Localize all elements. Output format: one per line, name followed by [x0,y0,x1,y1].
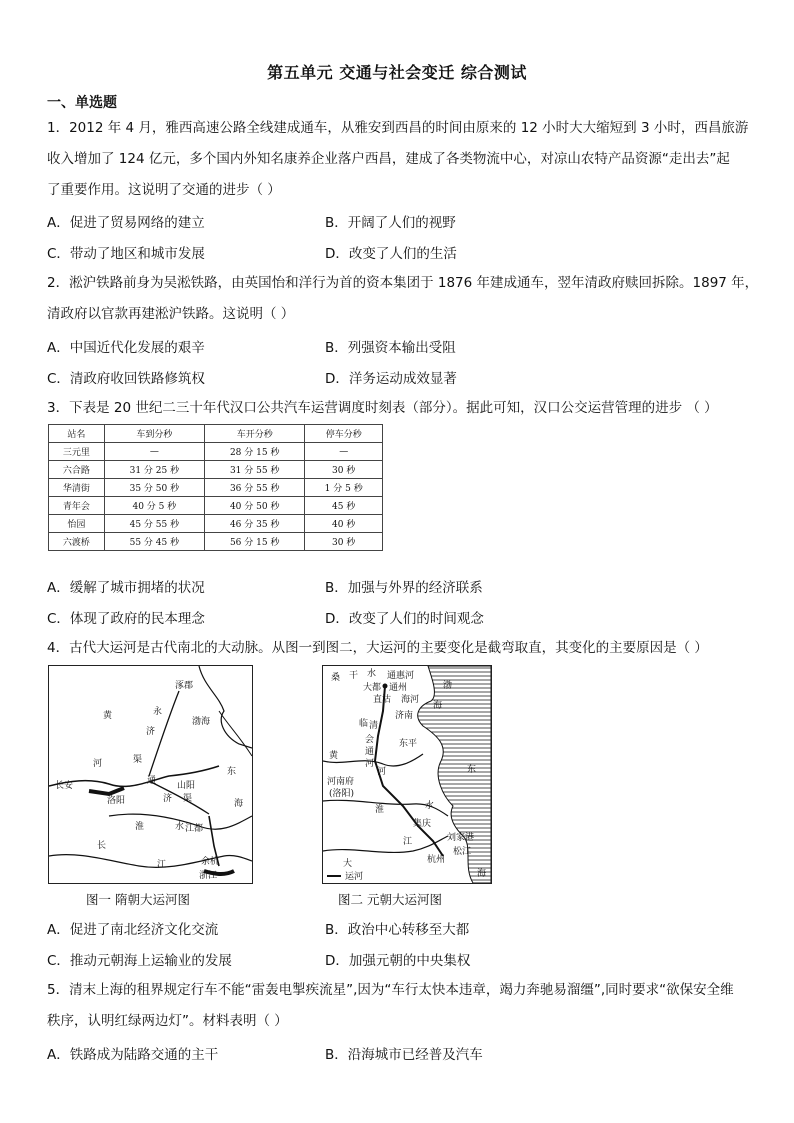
question-2-line-1: 2．淞沪铁路前身为吴淞铁路，由英国怡和洋行为首的资本集团于 1876 年建成通车，翌年清政府赎回拆除。1897 年， [47,275,759,291]
map2-label: 干 [349,671,359,681]
map1-label: 济 [146,727,156,737]
table-cell: 46 分 35 秒 [205,515,305,533]
map2-label: 通州 [389,683,408,693]
map2-label: 河 [365,759,375,769]
question-4-option-a: A．促进了南北经济文化交流 [47,922,219,938]
table-cell: — [305,443,383,461]
question-2-line-2: 清政府以官款再建淞沪铁路。这说明（ ） [47,306,295,322]
map1-label: 黄 [103,711,113,721]
question-2-option-b: B．列强资本输出受阻 [325,340,456,356]
sui-canal-map [48,665,253,884]
question-5-line-2: 秩序，认明红绿两边灯”。材料表明（ ） [47,1013,288,1029]
question-1-line-1: 1．2012 年 4 月，雅西高速公路全线建成通车，从雅安到西昌的时间由原来的 12 小时大大缩短到 3 小时，西昌旅游 [47,120,749,136]
map1-label: 余杭 [201,857,220,867]
map2-label: 海河 [401,695,420,705]
table-cell: 华清街 [49,479,105,497]
map2-label: 松江 [453,847,472,857]
table-cell: 1 分 5 秒 [305,479,383,497]
question-4-option-c: C．推动元朝海上运输业的发展 [47,953,232,969]
table-row [49,533,383,551]
map1-label: 山阳 [177,781,196,791]
map2-label: 通 [365,747,375,757]
table-row [49,515,383,533]
map1-label: 渠 [133,755,143,765]
question-3-option-b: B．加强与外界的经济联系 [325,580,483,596]
map1-label: 淮 [135,822,145,832]
question-3-option-c: C．体现了政府的民本理念 [47,611,205,627]
table-row [49,497,383,515]
question-3-option-d: D．改变了人们的时间观念 [325,611,484,627]
table-cell: 怡园 [49,515,105,533]
table-cell: 45 秒 [305,497,383,515]
table-cell: 30 秒 [305,461,383,479]
map2-label: 运河 [345,872,364,882]
map2-label: 大 [343,859,353,869]
map2-label: 通惠河 [387,671,415,681]
table-row [49,443,383,461]
map1-label: 济 [163,794,173,804]
map2-label: 桑 [331,673,341,683]
table-cell: 36 分 55 秒 [205,479,305,497]
table-header-cell: 车到分秒 [104,425,204,443]
page-title: 第五单元 交通与社会变迁 综合测试 [267,63,527,82]
map2-label: 淮 [375,805,385,815]
question-1-option-a: A．促进了贸易网络的建立 [47,215,205,231]
map2-label: 集庆 [413,819,432,829]
question-1-option-c: C．带动了地区和城市发展 [47,246,205,262]
question-5-line-1: 5．清末上海的租界规定行车不能“雷轰电掣疾流星”,因为“车行太快本违章，竭力奔驰易溜缰”,同时要求“欲保安全维 [47,982,734,998]
map1-label: 江 [157,860,167,870]
map1-label: 渤海 [192,717,211,727]
map2-label: 水 [367,669,377,679]
map1-label: 东 [227,767,237,777]
map1-label: 长安 [55,781,74,791]
question-4-option-b: B．政治中心转移至大都 [325,922,470,938]
table-cell: 40 分 5 秒 [104,497,204,515]
map1-label: 永 [153,707,163,717]
question-3-line-1: 3．下表是 20 世纪二三十年代汉口公共汽车运营调度时刻表（部分）。据此可知，汉口公交运营管理的进步 （ ） [47,400,718,416]
table-cell: 六合路 [49,461,105,479]
map2-label: 渤 [443,681,453,691]
map2-label: 江 [403,837,413,847]
table-cell: — [104,443,204,461]
question-3-option-a: A．缓解了城市拥堵的状况 [47,580,205,596]
sui-canal-map-drawing [49,666,252,883]
table-row [49,461,383,479]
table-row [49,479,383,497]
question-1-line-2: 收入增加了 124 亿元，多个国内外知名康养企业落户西昌，建成了各类物流中心，对凉山农特产品资源“走出去”起 [47,151,730,167]
table-header-cell: 车开分秒 [205,425,305,443]
map1-label: 洛阳 [107,796,126,806]
map2-caption: 图二 元朝大运河图 [338,892,442,907]
map1-label: 长 [97,841,107,851]
table-cell: 31 分 55 秒 [205,461,305,479]
table-cell: 28 分 15 秒 [205,443,305,461]
map2-label: 河南府 [327,777,355,787]
table-cell: 55 分 45 秒 [104,533,204,551]
question-4-line-1: 4．古代大运河是古代南北的大动脉。从图一到图二，大运河的主要变化是截弯取直，其变化的主要原因是（ ） [47,640,708,656]
table-header-cell: 停车分秒 [305,425,383,443]
map2-label: 济南 [395,711,414,721]
table-header-row [49,425,383,443]
map1-label: 通 [147,776,157,786]
map2-label: 会 [365,735,375,745]
map1-caption: 图一 隋朝大运河图 [86,892,190,907]
map2-label: 黄 [329,751,339,761]
section-heading: 一、单选题 [47,95,117,111]
map1-label: 渠 [183,794,193,804]
map1-label: 涿郡 [175,681,194,691]
map2-label: 海 [477,869,487,879]
map2-label: 临 [359,719,369,729]
map1-label: 河 [93,759,103,769]
yuan-canal-map-drawing [323,666,491,883]
table-cell: 六渡桥 [49,533,105,551]
yuan-canal-map [322,665,492,884]
map1-label: 江都 [185,824,204,834]
table-cell: 56 分 15 秒 [205,533,305,551]
table-cell: 三元里 [49,443,105,461]
map2-label: 刘家港 [447,833,475,843]
map1-label: 浙江 [199,871,218,881]
table-cell: 40 分 50 秒 [205,497,305,515]
map2-label: 东平 [399,739,418,749]
map2-label: 杭州 [427,855,446,865]
table-cell: 40 秒 [305,515,383,533]
table-cell: 35 分 50 秒 [104,479,204,497]
map2-label: 水 [425,801,435,811]
map2-label: 大都 [363,683,382,693]
table-cell: 30 秒 [305,533,383,551]
map2-label: 海 [433,701,443,711]
map2-label: 河 [377,767,387,777]
table-cell: 45 分 55 秒 [104,515,204,533]
map1-label: 海 [234,799,244,809]
map2-label: 直沽 [373,695,392,705]
question-5-option-a: A．铁路成为陆路交通的主干 [47,1047,219,1063]
map2-label: (洛阳) [329,789,355,799]
question-1-option-b: B．开阔了人们的视野 [325,215,456,231]
question-2-option-d: D．洋务运动成效显著 [325,371,457,387]
map2-label: 东 [467,765,477,775]
question-2-option-c: C．清政府收回铁路修筑权 [47,371,205,387]
map2-label: 清 [369,721,379,731]
question-1-line-3: 了重要作用。这说明了交通的进步（ ） [47,182,281,198]
table-cell: 青年会 [49,497,105,515]
question-4-option-d: D．加强元朝的中央集权 [325,953,471,969]
question-5-option-b: B．沿海城市已经普及汽车 [325,1047,483,1063]
question-2-option-a: A．中国近代化发展的艰辛 [47,340,205,356]
question-1-option-d: D．改变了人们的生活 [325,246,457,262]
table-header-cell: 站名 [49,425,105,443]
map1-label: 水 [175,822,185,832]
table-cell: 31 分 25 秒 [104,461,204,479]
bus-schedule-table [48,424,383,551]
